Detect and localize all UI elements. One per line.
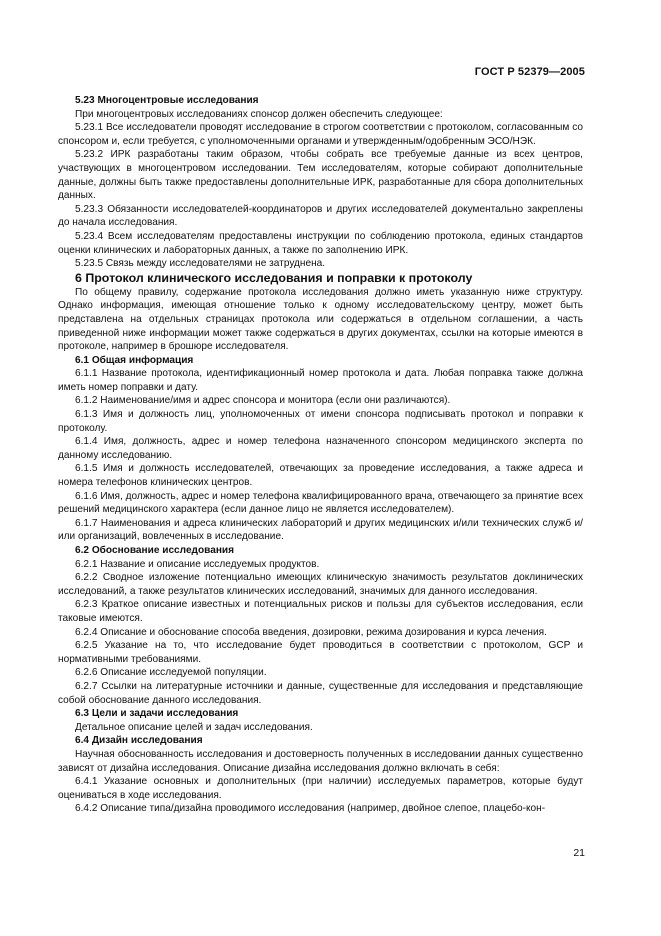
paragraph: 6.1.2 Наименование/имя и адрес спонсора и монитора (если они различаются). [75, 395, 451, 407]
paragraph: 6.1.3 Имя и должность лиц, уполномоченных от имени спонсора подписывать протокол и поправки к протоколу. [58, 409, 583, 434]
paragraph: Научная обоснованность исследования и достоверность полученных в исследовании данных существенно зависят от дизайна исследования. Описание дизайна исследования должно включать в себя: [58, 748, 583, 774]
paragraph: 6.2.4 Описание и обоснование способа введения, дозировки, режима дозирования и курса лечения. [75, 626, 547, 638]
paragraph: 6.4.2 Описание типа/дизайна проводимого исследования (например, двойное слепое, плацебо-кон- [75, 803, 546, 815]
paragraph: 6.2.6 Описание исследуемой популяции. [75, 667, 267, 679]
paragraph: 6.2.2 Сводное изложение потенциально имеющих клиническую значимость результатов доклинических исследований, а также результатов клинических исследований, значимых для данного исследования. [58, 572, 583, 597]
paragraph: 6.1.4 Имя, должность, адрес и номер телефона назначенного спонсором медицинского эксперта по данному исследованию. [58, 436, 583, 461]
section-heading-5-23: 5.23 Многоцентровые исследования [75, 95, 259, 106]
paragraph: 6.1.6 Имя, должность, адрес и номер телефона квалифицированного врача, отвечающего за принятие всех решений медицинского характера (если данное лицо не является исследователем). [58, 490, 583, 516]
paragraph: 6.1.1 Название протокола, идентификационный номер протокола и дата. Любая поправка также должна иметь номер поправки и дату. [58, 368, 583, 393]
subsection-heading-6-1: 6.1 Общая информация [75, 354, 194, 366]
paragraph: 5.23.4 Всем исследователям предоставлены инструкции по соблюдению протокола, единых стандартов оценки клинических и лабораторных данных, а также по заполнению ИРК. [58, 230, 583, 256]
paragraph: 5.23.5 Связь между исследователями не затруднена. [75, 258, 326, 270]
paragraph: Детальное описание целей и задач исследования. [75, 721, 313, 733]
paragraph: 6.4.1 Указание основных и дополнительных (при наличии) исследуемых параметров, которые будут оцениваться в ходе исследования. [58, 776, 583, 801]
subsection-heading-6-3: 6.3 Цели и задачи исследования [75, 708, 239, 720]
paragraph: По общему правилу, содержание протокола исследования должно иметь указанную ниже структуру. Однако информация, имеющая отношение только к одному исследовательскому центру, может быть представлена на отдельных страницах протокола или содержаться в отдельном соглашении, а часть приведенной ниже информации может также содержаться в других документах, ссылки на которые имеются в протоколе, например в брошюре исследователя. [58, 286, 583, 353]
subsection-heading-6-2: 6.2 Обоснование исследования [75, 545, 235, 556]
document-header: ГОСТ Р 52379—2005 [474, 66, 585, 78]
paragraph: 6.1.5 Имя и должность исследователей, отвечающих за проведение исследования, а также адреса и номера телефонов клинических центров. [58, 463, 583, 489]
paragraph: 6.1.7 Наименования и адреса клинических лабораторий и других медицинских и/или технических служб и/или организаций, вовлеченных в исследование. [58, 517, 583, 543]
paragraph: 6.2.5 Указание на то, что исследование будет проводиться в соответствии с протоколом, GCP и нормативными требованиями. [58, 640, 583, 665]
section-heading-6: 6 Протокол клинического исследования и поправки к протоколу [75, 270, 473, 285]
page-number: 21 [573, 847, 585, 859]
paragraph: При многоцентровых исследованиях спонсор должен обеспечить следующее: [75, 108, 443, 120]
paragraph: 6.2.7 Ссылки на литературные источники и данные, существенные для исследования и представляющие собой обоснование данного исследования. [58, 680, 583, 706]
document-body [58, 94, 583, 816]
paragraph: 6.2.1 Название и описание исследуемых продуктов. [75, 558, 320, 570]
paragraph: 5.23.1 Все исследователи проводят исследование в строгом соответствии с протоколом, согласованным со спонсором и, если требуется, с уполномоченными органами и утвержденным/одобренным ЭСО/НЭК. [58, 122, 583, 147]
paragraph: 5.23.3 Обязанности исследователей-координаторов и других исследователей документально закреплены до начала исследования. [58, 203, 583, 229]
paragraph: 5.23.2 ИРК разработаны таким образом, чтобы собрать все требуемые данные из всех центров, участвующих в многоцентровом исследовании. Тем исследователям, которые собирают дополнительные данные, должны быть также предоставлены дополнительные ИРК, разработанные для сбора дополнительных данных. [58, 149, 583, 202]
subsection-heading-6-4: 6.4 Дизайн исследования [75, 735, 203, 747]
paragraph: 6.2.3 Краткое описание известных и потенциальных рисков и пользы для субъектов исследования, если таковые имеются. [58, 599, 583, 624]
